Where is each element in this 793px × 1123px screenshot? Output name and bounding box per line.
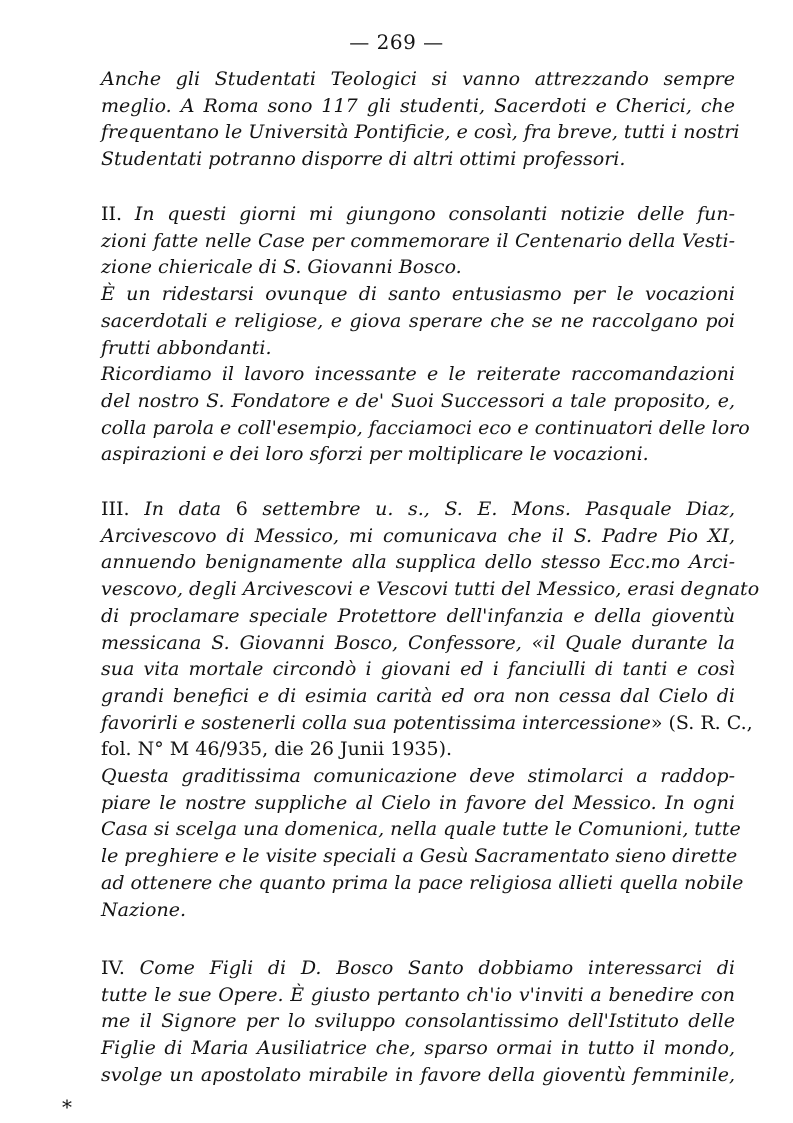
text-line: [101, 576, 760, 603]
text-line: [101, 93, 735, 120]
text-run: sua vita mortale circondò i giovani ed i fanciulli di tanti e così: [101, 658, 735, 681]
text-run: Figlie di Maria Ausiliatrice che, sparso ormai in tutto il mondo,: [101, 1037, 735, 1060]
text-line: [101, 630, 735, 657]
text-line: [101, 415, 750, 442]
text-line: [101, 656, 735, 683]
text-line: [101, 603, 735, 630]
text-run: Questa graditissima comunicazione deve stimolarci a raddop-: [101, 765, 735, 788]
text-line: [101, 549, 735, 576]
text-run: sacerdotali e religiose, e giova sperare che se ne raccolgano poi: [101, 309, 735, 332]
text-run: di proclamare speciale Protettore dell'infanzia e della gioventù: [101, 604, 735, 627]
text-line: [101, 335, 735, 362]
footnote-mark: *: [62, 1095, 72, 1119]
paragraph-iii-messico: [101, 496, 760, 923]
text-run: Come Figli di D. Bosco Santo dobbiamo interessarci di: [139, 957, 736, 979]
text-run: Anche gli Studentati Teologici si vanno attrezzando sempre: [101, 68, 735, 90]
text-line: [101, 201, 735, 228]
text-run: tutte le sue Opere. È giusto pertanto ch'io v'inviti a benedire con: [101, 983, 735, 1006]
text-run: IV.: [101, 957, 140, 979]
text-run: vescovo, degli Arcivescovi e Vescovi tutti del Messico, erasi degnato: [101, 578, 760, 601]
text-line: [101, 982, 735, 1009]
text-line: [101, 496, 735, 523]
text-run: ad ottenere che quanto prima la pace religiosa allieti quella nobile: [101, 871, 744, 894]
text-line: [101, 523, 735, 550]
text-run: » (S. R. C.,: [650, 711, 753, 734]
text-run: frequentano le Università Pontificie, e così, fra breve, tutti i nostri: [101, 121, 740, 144]
text-run: me il Signore per lo sviluppo consolantissimo dell'Istituto delle: [101, 1010, 735, 1033]
text-line: [101, 790, 735, 817]
text-run: In data: [144, 498, 236, 520]
text-line: [101, 897, 735, 924]
text-run: Arcivescovo di Messico, mi comunicava che il S. Padre Pio XI,: [101, 524, 735, 547]
text-line: [101, 308, 735, 335]
text-run: colla parola e coll'esempio, facciamoci eco e continuatori delle loro: [101, 416, 750, 439]
text-run: messicana S. Giovanni Bosco, Confessore, «il Quale durante la: [101, 631, 735, 654]
text-line: [101, 955, 735, 982]
text-run: favorirli e sostenerli colla sua potentissima intercessione: [101, 711, 651, 734]
text-run: Casa si scelga una domenica, nella quale tutte le Comunioni, tutte: [101, 818, 741, 841]
text-line: [101, 736, 735, 763]
text-line: [101, 281, 735, 308]
text-line: [101, 254, 735, 281]
text-run: settembre u. s., S. E. Mons. Pasquale Diaz,: [247, 498, 735, 520]
text-run: In questi giorni mi giungono consolanti notizie delle fun-: [134, 203, 735, 225]
paragraph-iv-figlie: [101, 955, 735, 1089]
text-line: [101, 228, 735, 255]
text-run: del nostro S. Fondatore e de' Suoi Successori a tale proposito, e,: [101, 389, 735, 412]
text-run: grandi benefici e di esimia carità ed ora non cessa dal Cielo di: [101, 684, 735, 707]
text-run: piare le nostre suppliche al Cielo in favore del Messico. In ogni: [101, 791, 735, 814]
text-line: [101, 388, 735, 415]
text-run: È un ridestarsi ovunque di santo entusiasmo per le vocazioni: [101, 283, 735, 306]
text-line: [101, 870, 744, 897]
text-line: [101, 441, 735, 468]
text-line: [101, 66, 735, 93]
text-line: [101, 763, 735, 790]
text-line: [101, 1035, 735, 1062]
text-run: fol. N° M 46/935, die 26 Junii 1935).: [101, 738, 453, 761]
text-run: Studentati potranno disporre di altri ottimi professori.: [101, 148, 626, 171]
text-line: [101, 146, 735, 173]
text-run: frutti abbondanti.: [101, 336, 272, 359]
text-line: [101, 1062, 735, 1089]
text-run: Nazione.: [101, 898, 186, 921]
text-run: zioni fatte nelle Case per commemorare il Centenario della Vesti-: [101, 229, 735, 252]
text-run: zione chiericale di S. Giovanni Bosco.: [101, 256, 462, 279]
text-line: [101, 816, 741, 843]
text-run: meglio. A Roma sono 117 gli studenti, Sacerdoti e Cherici, che: [101, 94, 735, 117]
text-line: [101, 843, 738, 870]
text-line: [101, 683, 735, 710]
text-run: III.: [101, 498, 145, 520]
text-run: Ricordiamo il lavoro incessante e le reiterate raccomandazioni: [101, 363, 735, 386]
text-line: [101, 1008, 735, 1035]
text-run: aspirazioni e dei loro sforzi per moltiplicare le vocazioni.: [101, 443, 649, 466]
text-run: annuendo benignamente alla supplica dello stesso Ecc.mo Arci-: [101, 551, 735, 574]
text-run: 6: [235, 498, 248, 520]
text-line: [101, 710, 753, 737]
text-run: II.: [101, 203, 135, 225]
page-number: — 269 —: [349, 30, 444, 54]
text-run: svolge un apostolato mirabile in favore della gioventù femminile,: [101, 1063, 735, 1086]
paragraph-studentati: [101, 66, 740, 173]
text-line: [101, 361, 735, 388]
text-run: le preghiere e le visite speciali a Gesù Sacramentato sieno dirette: [101, 845, 738, 868]
text-line: [101, 119, 740, 146]
paragraph-ii-centenario: [101, 201, 750, 468]
